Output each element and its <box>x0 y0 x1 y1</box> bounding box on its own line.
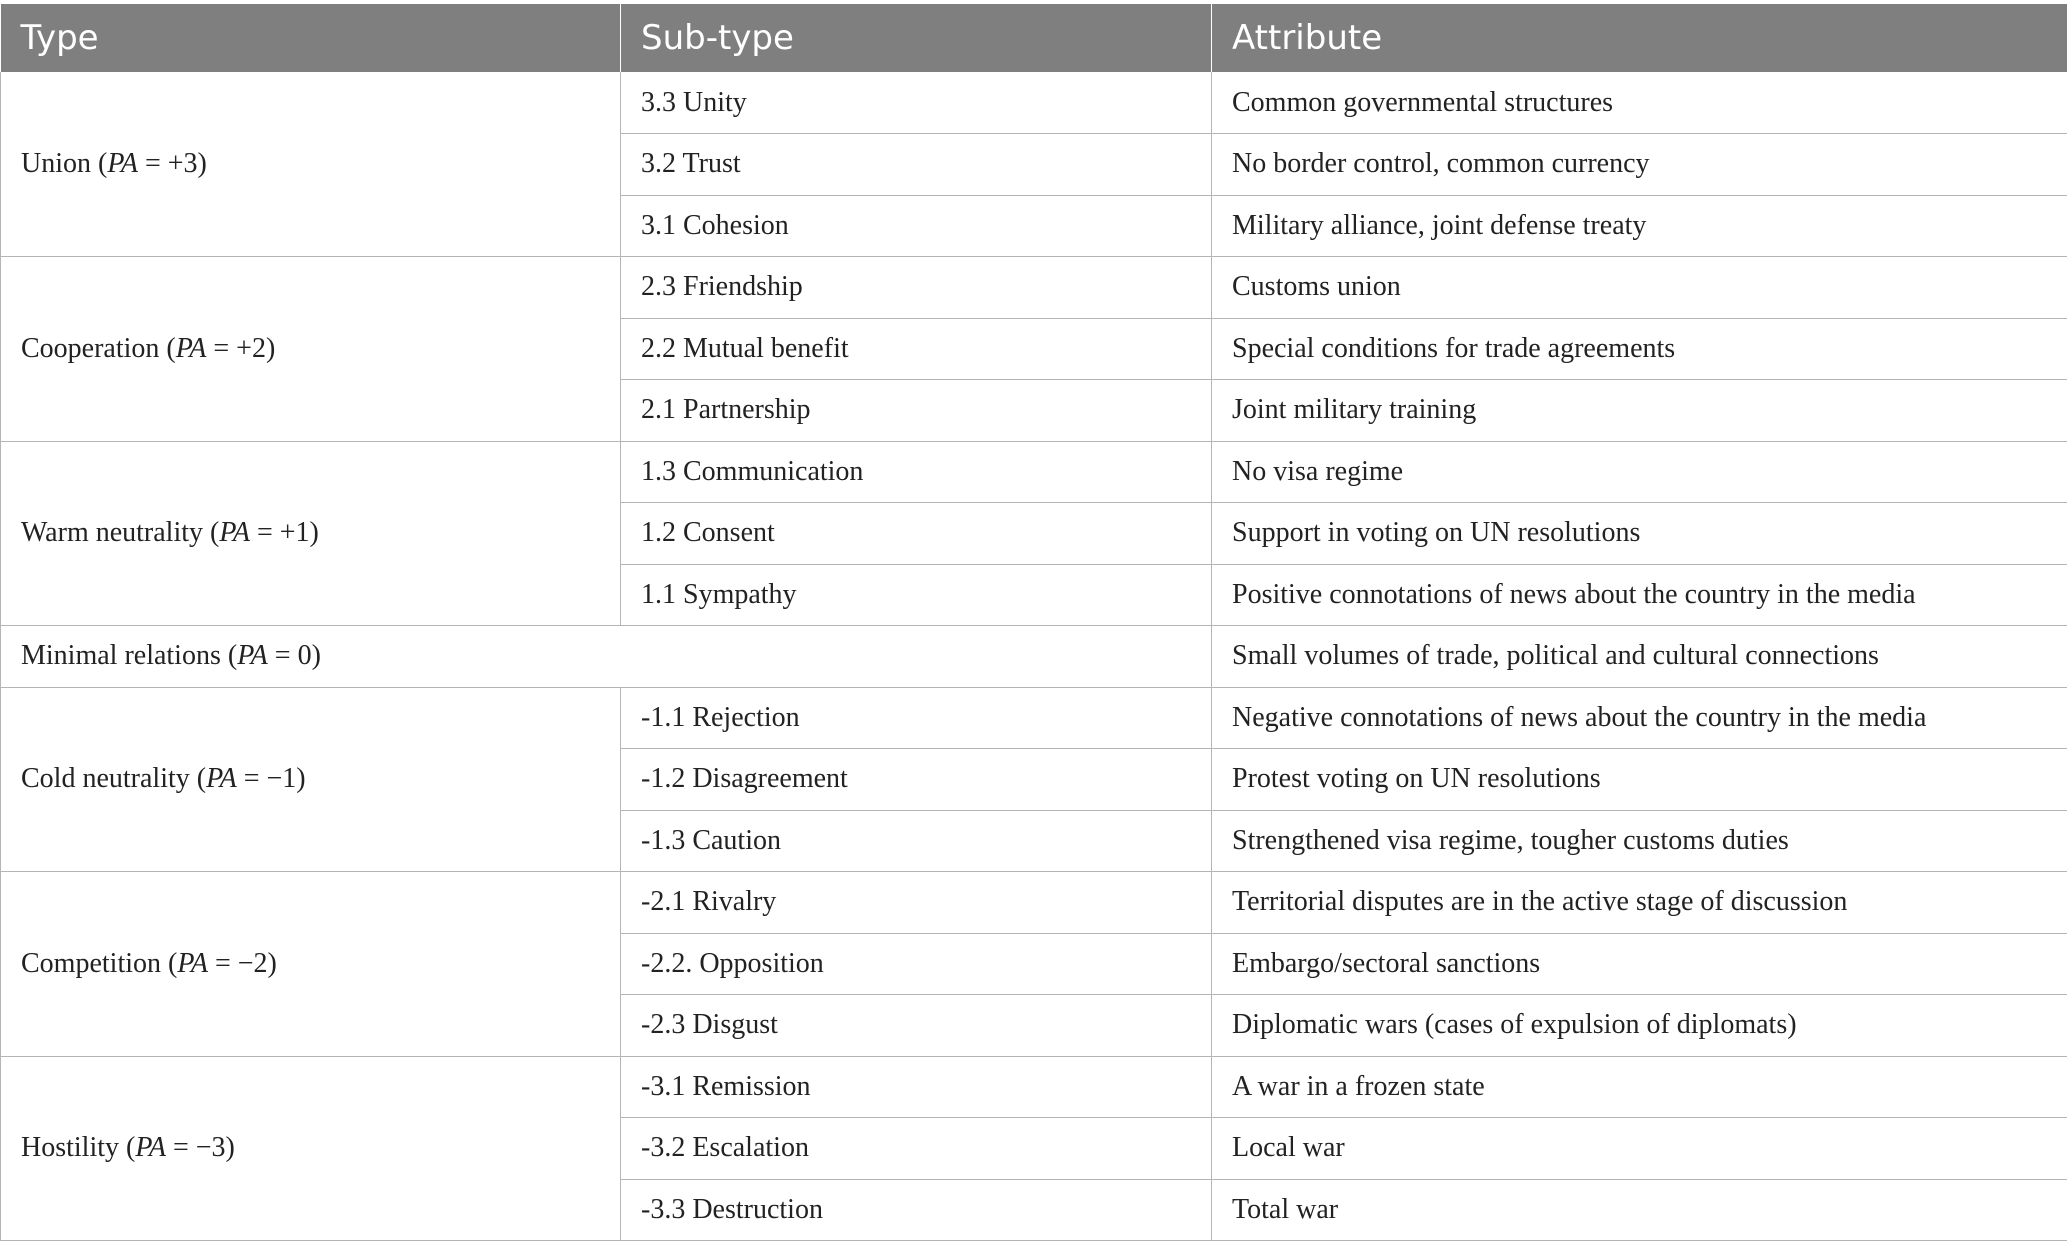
subtype-cell: -3.2 Escalation <box>621 1118 1212 1180</box>
attribute-cell: Embargo/sectoral sanctions <box>1212 933 2067 995</box>
attribute-cell: Territorial disputes are in the active stage of discussion <box>1212 872 2067 934</box>
table-row <box>1 687 2067 749</box>
subtype-cell: -1.3 Caution <box>621 810 1212 872</box>
attribute-cell: Military alliance, joint defense treaty <box>1212 195 2067 257</box>
subtype-cell: 1.2 Consent <box>621 503 1212 565</box>
table-row <box>1 441 2067 503</box>
pa-value: = 0) <box>267 640 321 672</box>
table-row <box>1 257 2067 319</box>
attribute-cell: No visa regime <box>1212 441 2067 503</box>
attribute-cell: Joint military training <box>1212 380 2067 442</box>
pa-label: PA <box>237 640 268 672</box>
subtype-cell: -2.1 Rivalry <box>621 872 1212 934</box>
subtype-cell: -3.1 Remission <box>621 1056 1212 1118</box>
type-name: Cold neutrality ( <box>21 763 207 795</box>
pa-label: PA <box>175 332 207 364</box>
attribute-cell: Common governmental structures <box>1212 72 2067 134</box>
pa-value: = +2) <box>206 332 276 364</box>
pa-value: = +3) <box>137 148 207 179</box>
subtype-cell: 2.2 Mutual benefit <box>621 318 1212 380</box>
attribute-cell: Support in voting on UN resolutions <box>1212 503 2067 565</box>
table-row <box>1 626 2067 688</box>
pa-label: PA <box>135 1132 166 1164</box>
type-cell <box>1 72 621 257</box>
relations-table-container <box>0 4 2067 1241</box>
table-row <box>1 72 2067 134</box>
relations-table <box>0 4 2067 1241</box>
table-row <box>1 1056 2067 1118</box>
subtype-cell: -3.3 Destruction <box>621 1179 1212 1241</box>
attribute-cell: Local war <box>1212 1118 2067 1180</box>
attribute-cell: Protest voting on UN resolutions <box>1212 749 2067 811</box>
pa-value: = −2) <box>207 947 277 979</box>
pa-label: PA <box>219 517 250 549</box>
subtype-cell: 1.1 Sympathy <box>621 564 1212 626</box>
attribute-cell: Positive connotations of news about the country in the media <box>1212 564 2067 626</box>
header-type: Type <box>1 4 621 72</box>
subtype-cell: -1.2 Disagreement <box>621 749 1212 811</box>
header-subtype: Sub-type <box>621 4 1212 72</box>
attribute-cell: Small volumes of trade, political and cultural connections <box>1212 626 2067 688</box>
subtype-cell: 3.3 Unity <box>621 72 1212 134</box>
attribute-cell: Customs union <box>1212 257 2067 319</box>
attribute-cell: Diplomatic wars (cases of expulsion of diplomats) <box>1212 995 2067 1057</box>
attribute-cell: Negative connotations of news about the country in the media <box>1212 687 2067 749</box>
attribute-cell: Total war <box>1212 1179 2067 1241</box>
pa-label: PA <box>206 763 237 795</box>
table-header-row <box>1 4 2067 72</box>
pa-value: = −3) <box>165 1132 235 1164</box>
type-cell <box>1 872 621 1057</box>
pa-label: PA <box>177 947 208 979</box>
subtype-cell: 3.1 Cohesion <box>621 195 1212 257</box>
type-name: Union ( <box>21 148 108 179</box>
pa-value: = +1) <box>249 517 319 549</box>
type-name: Minimal relations ( <box>21 640 238 672</box>
attribute-cell: Strengthened visa regime, tougher customs duties <box>1212 810 2067 872</box>
attribute-cell: A war in a frozen state <box>1212 1056 2067 1118</box>
type-cell <box>1 687 621 872</box>
attribute-cell: No border control, common currency <box>1212 134 2067 196</box>
type-cell <box>1 441 621 626</box>
subtype-cell: 3.2 Trust <box>621 134 1212 196</box>
type-cell <box>1 1056 621 1241</box>
subtype-cell: -2.3 Disgust <box>621 995 1212 1057</box>
attribute-cell: Special conditions for trade agreements <box>1212 318 2067 380</box>
type-name: Competition ( <box>21 947 178 979</box>
pa-label: PA <box>107 148 138 179</box>
subtype-cell: -2.2. Opposition <box>621 933 1212 995</box>
subtype-cell: 2.3 Friendship <box>621 257 1212 319</box>
type-cell <box>1 257 621 442</box>
type-cell <box>1 626 1212 688</box>
subtype-cell: -1.1 Rejection <box>621 687 1212 749</box>
type-name: Warm neutrality ( <box>21 517 220 549</box>
header-attribute: Attribute <box>1212 4 2067 72</box>
pa-value: = −1) <box>236 763 306 795</box>
subtype-cell: 2.1 Partnership <box>621 380 1212 442</box>
table-row <box>1 872 2067 934</box>
type-name: Hostility ( <box>21 1132 136 1164</box>
subtype-cell: 1.3 Communication <box>621 441 1212 503</box>
type-name: Cooperation ( <box>21 332 176 364</box>
